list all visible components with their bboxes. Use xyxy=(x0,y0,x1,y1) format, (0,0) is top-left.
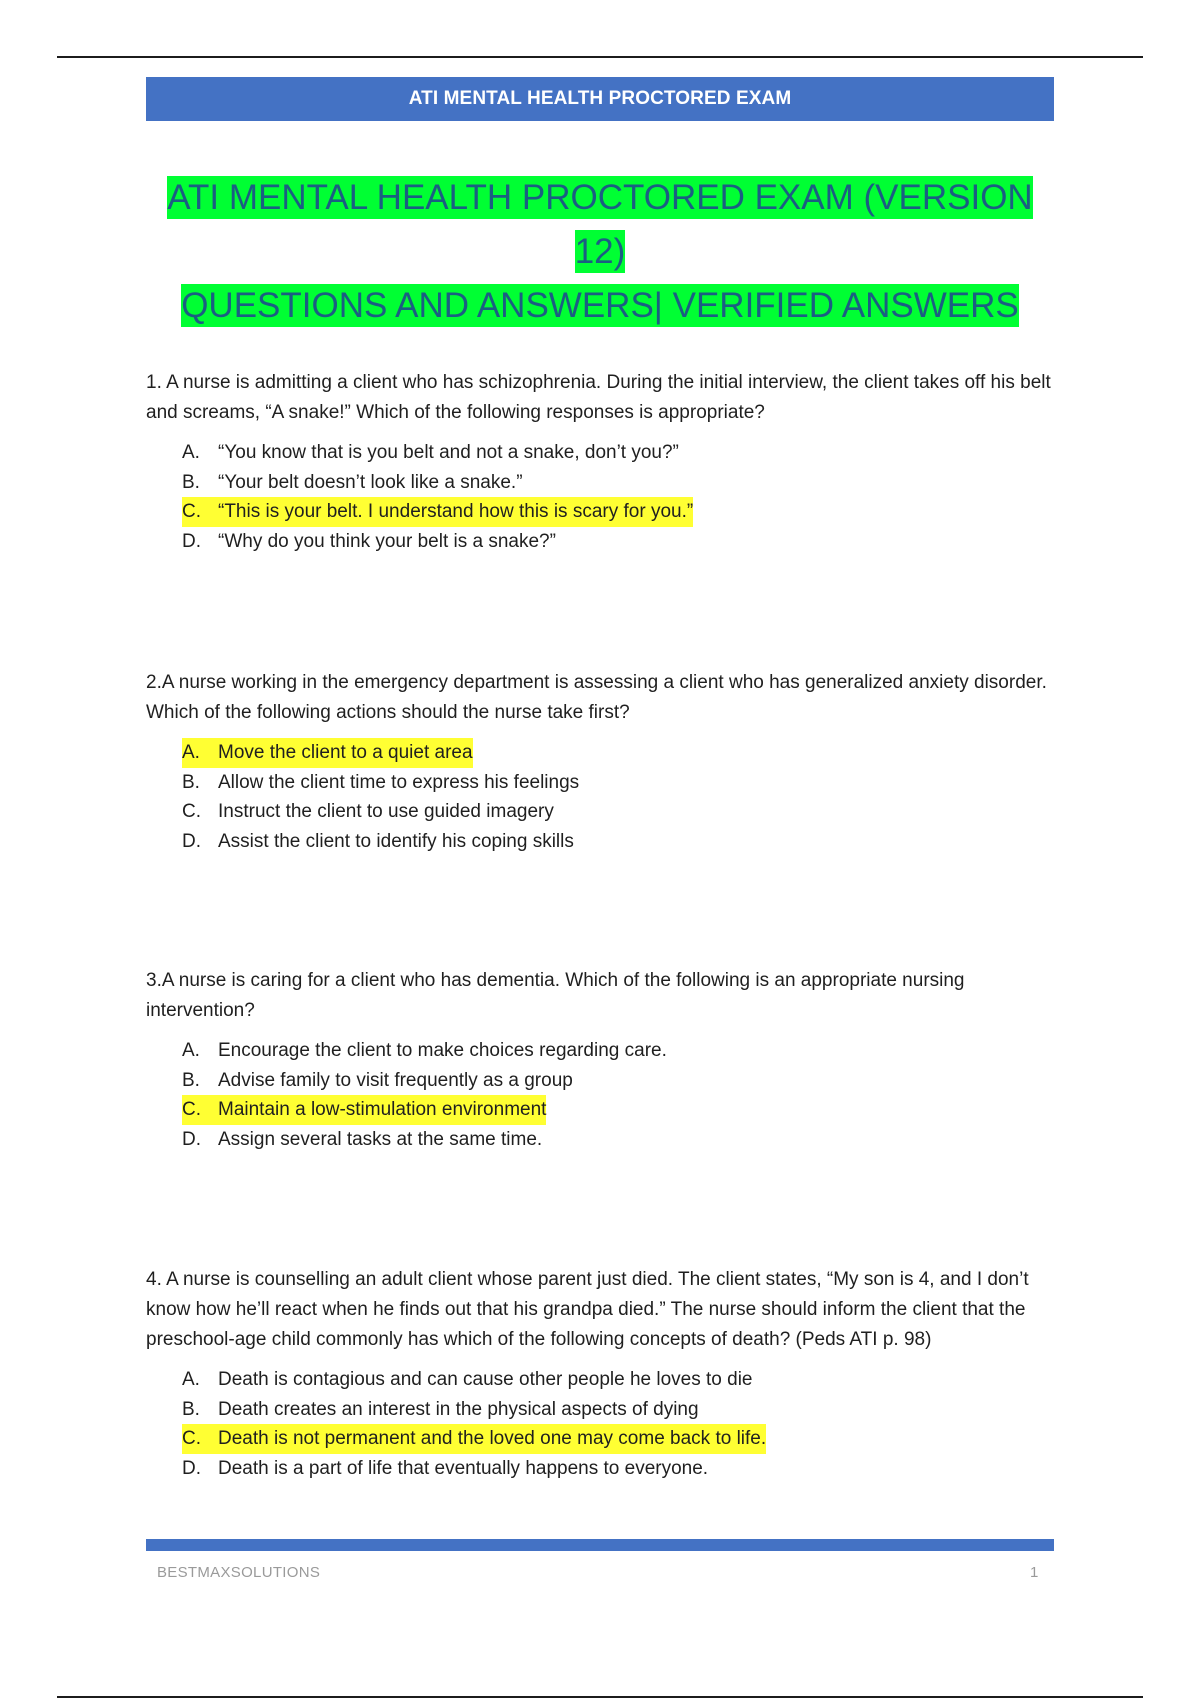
option-b xyxy=(182,768,1054,798)
option-a xyxy=(182,1036,1054,1066)
option-letter: B. xyxy=(182,1398,200,1420)
option-c-correct xyxy=(182,1095,1054,1125)
option-letter: D. xyxy=(182,1457,201,1479)
option-text: Maintain a low-stimulation environment xyxy=(218,1095,546,1125)
option-d xyxy=(182,1125,1054,1155)
option-text: Death is not permanent and the loved one may come back to life. xyxy=(218,1424,766,1454)
question-2 xyxy=(146,668,1054,856)
option-text: Assist the client to identify his coping skills xyxy=(218,830,574,852)
option-text: Move the client to a quiet area xyxy=(218,738,473,768)
option-text: Death is a part of life that eventually happens to everyone. xyxy=(218,1457,709,1479)
question-stem: 1. A nurse is admitting a client who has schizophrenia. During the initial interview, the client takes off his belt and screams, “A snake!” Which of the following responses is appropriate? xyxy=(146,372,1051,423)
option-d xyxy=(182,1454,1054,1484)
question-stem: 2.A nurse working in the emergency department is assessing a client who has generalized anxiety disorder. Which of the following actions should the nurse take first? xyxy=(146,672,1047,723)
option-text: Instruct the client to use guided imagery xyxy=(218,801,554,822)
option-b xyxy=(182,1066,1054,1096)
answer-options xyxy=(146,438,1054,556)
option-text: Death is contagious and can cause other people he loves to die xyxy=(218,1369,753,1390)
answer-options xyxy=(146,738,1054,856)
option-letter: C. xyxy=(182,1424,218,1454)
footer-source-label: BESTMAXSOLUTIONS xyxy=(157,1564,321,1581)
question-4 xyxy=(146,1265,1054,1483)
option-text: Encourage the client to make choices regarding care. xyxy=(218,1040,667,1061)
bottom-rule xyxy=(57,1696,1143,1698)
question-1 xyxy=(146,368,1054,556)
option-text: Allow the client time to express his feelings xyxy=(218,771,580,793)
top-rule xyxy=(57,56,1143,58)
option-letter: D. xyxy=(182,830,201,852)
option-text: Assign several tasks at the same time. xyxy=(218,1128,543,1150)
option-letter: B. xyxy=(182,471,200,493)
option-text: “You know that is you belt and not a snake, don’t you?” xyxy=(218,442,679,463)
option-text: Advise family to visit frequently as a group xyxy=(218,1069,573,1091)
question-3 xyxy=(146,966,1054,1154)
title-line-1: ATI MENTAL HEALTH PROCTORED EXAM (VERSION 12) xyxy=(167,178,1033,271)
document-title xyxy=(146,171,1054,333)
question-stem: 4. A nurse is counselling an adult client whose parent just died. The client states, “My son is 4, and I don’t know how he’ll react when he finds out that his grandpa died.” The nurse should inform the client that the preschool-age child commonly has which of the following concepts of death? (Peds ATI p. 98) xyxy=(146,1269,1029,1350)
option-letter: D. xyxy=(182,530,201,552)
option-letter: C. xyxy=(182,497,218,527)
option-text: Death creates an interest in the physical aspects of dying xyxy=(218,1398,699,1420)
option-letter: B. xyxy=(182,771,200,793)
title-line-2: QUESTIONS AND ANSWERS| VERIFIED ANSWERS xyxy=(181,286,1019,325)
option-c-correct xyxy=(182,497,1054,527)
option-letter: B. xyxy=(182,1069,200,1091)
option-d xyxy=(182,827,1054,857)
answer-options xyxy=(146,1036,1054,1154)
option-c-correct xyxy=(182,1424,1054,1454)
option-letter: A. xyxy=(182,442,200,463)
footer-bar xyxy=(146,1539,1054,1551)
option-text: “Your belt doesn’t look like a snake.” xyxy=(218,471,523,493)
option-d xyxy=(182,527,1054,557)
option-text: “Why do you think your belt is a snake?” xyxy=(218,530,556,552)
page-number: 1 xyxy=(1030,1564,1039,1581)
header-text: ATI MENTAL HEALTH PROCTORED EXAM xyxy=(408,88,792,109)
option-b xyxy=(182,468,1054,498)
question-stem: 3.A nurse is caring for a client who has dementia. Which of the following is an appropriate nursing intervention? xyxy=(146,970,965,1021)
option-text: “This is your belt. I understand how this is scary for you.” xyxy=(218,497,693,527)
option-letter: C. xyxy=(182,1095,218,1125)
option-a xyxy=(182,438,1054,468)
option-letter: A. xyxy=(182,1040,200,1061)
answer-options xyxy=(146,1365,1054,1483)
option-letter: A. xyxy=(182,1369,200,1390)
option-letter: C. xyxy=(182,801,201,822)
option-a xyxy=(182,1365,1054,1395)
header-bar xyxy=(146,77,1054,121)
option-a-correct xyxy=(182,738,1054,768)
option-letter: D. xyxy=(182,1128,201,1150)
option-c xyxy=(182,797,1054,827)
option-letter: A. xyxy=(182,738,218,768)
option-b xyxy=(182,1395,1054,1425)
